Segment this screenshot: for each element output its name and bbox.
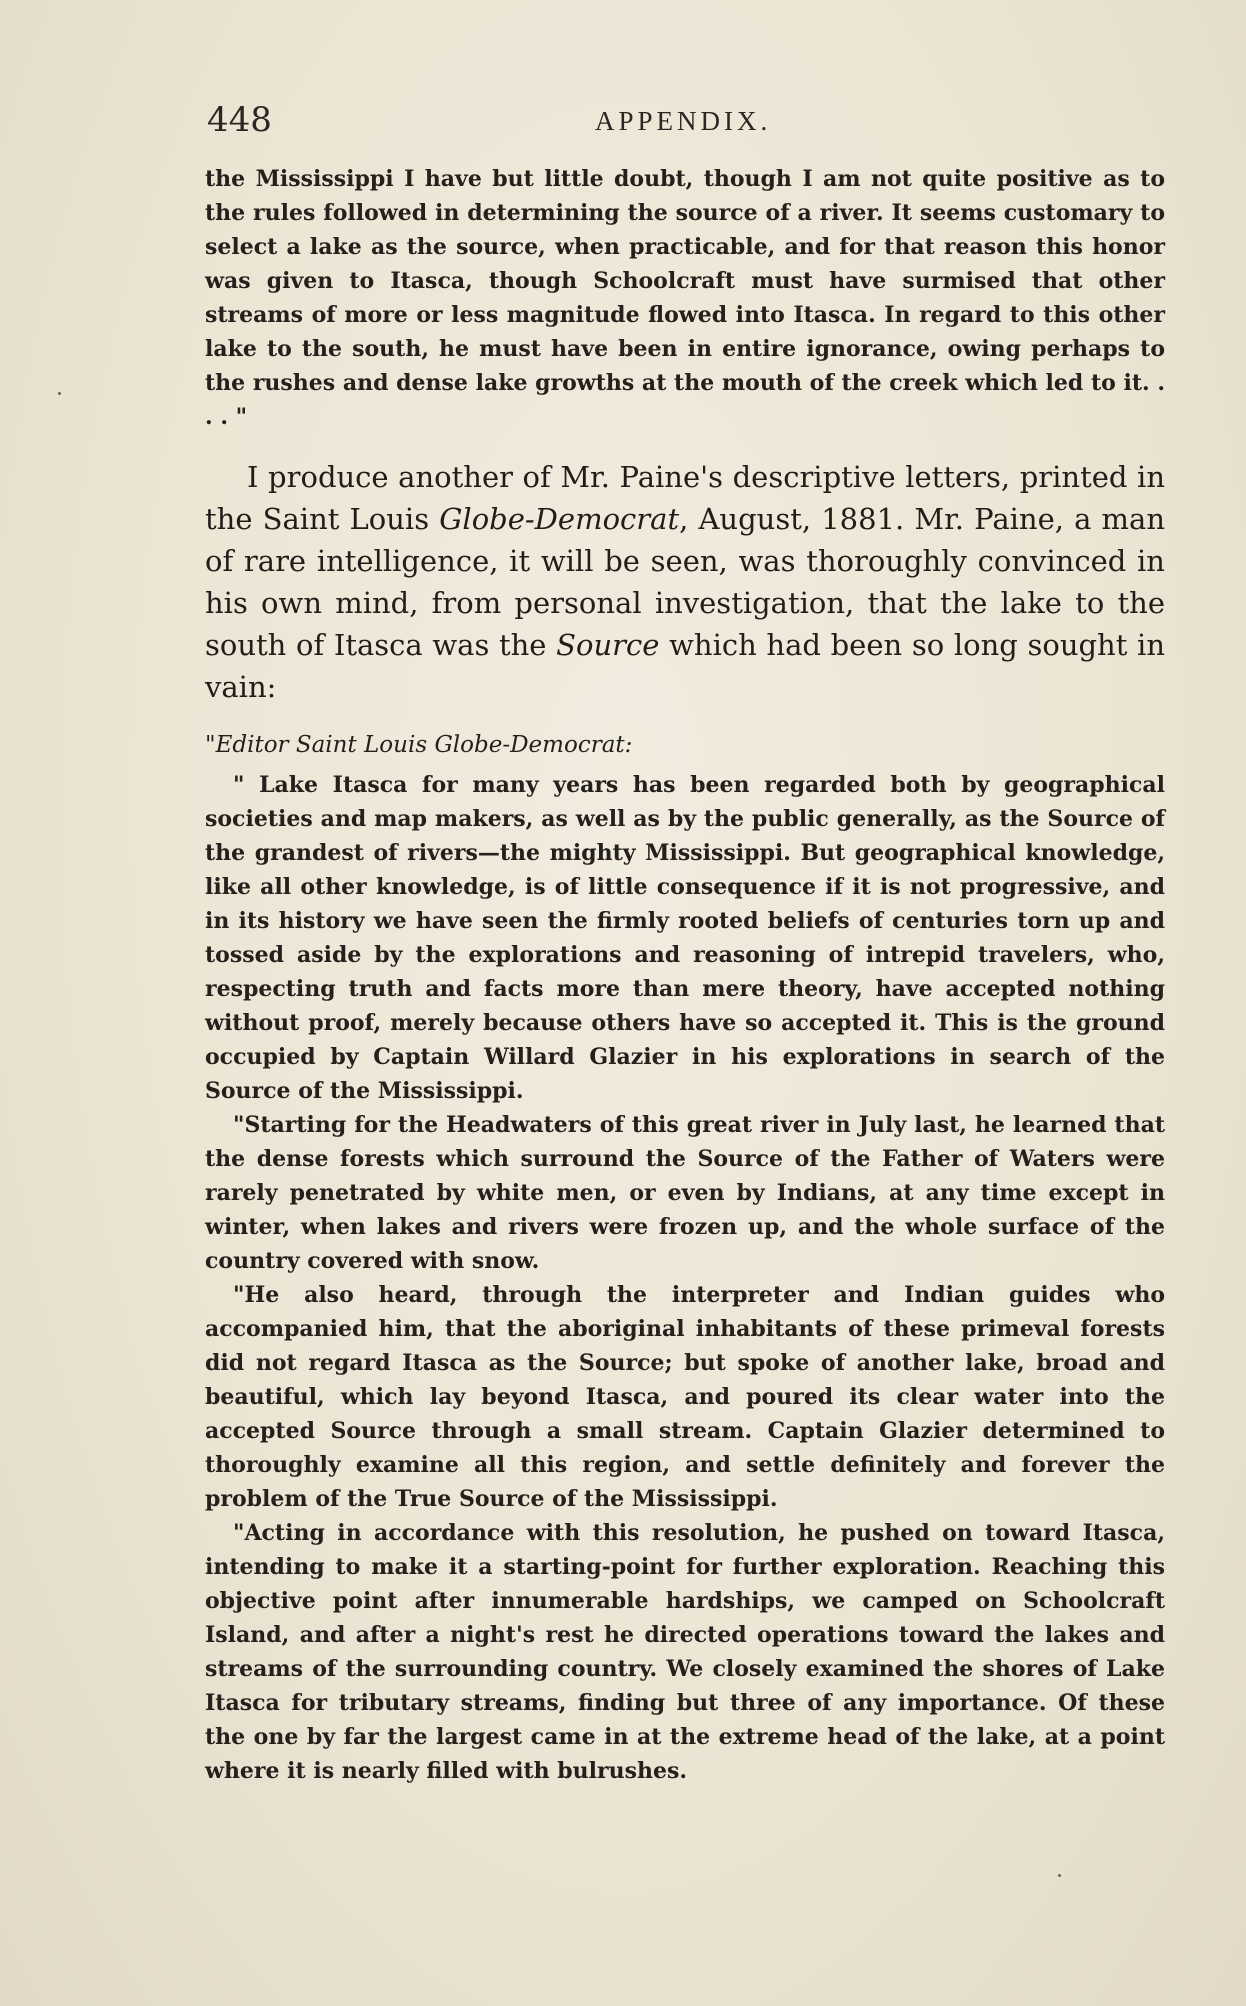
intro-text-1: I produce another of Mr. Paine's descriptive letters, printed in the Saint Louis — [205, 460, 1165, 536]
page-number: 448 — [207, 100, 272, 140]
letter-paragraph: " Lake Itasca for many years has been regarded both by geographical societies and map makers, as well as by the public generally, as the Source of the grandest of rivers—the mighty Mississippi. But geographical knowledge, like all other knowledge, is of little consequence if it is not progressive, and in its history we have seen the firmly rooted beliefs of centuries torn up and tossed aside by the explorations and reasoning of intrepid travelers, who, respecting truth and facts more than mere theory, have accepted nothing without proof, merely because others have so accepted it. This is the ground occupied by Captain Willard Glazier in his explorations in search of the Source of the Mississippi. — [205, 772, 1165, 1104]
paper-speck — [58, 392, 61, 395]
book-page — [205, 90, 1165, 1788]
author-introduction — [205, 456, 1165, 708]
paper-speck — [1058, 1874, 1061, 1877]
running-title: APPENDIX. — [595, 106, 772, 136]
intro-text-2: , August, 1881. Mr. Paine, a man of rare intelligence, it will be seen, was thoroughly convinced in his own mind, from personal investigation, that the lake to the south of Itasca was the — [205, 502, 1166, 662]
quote-continuation-paragraph: the Mississippi I have but little doubt, though I am not quite positive as to the rules followed in determining the source of a river. It seems customary to select a lake as the source, when practicable, and for that reason this honor was given to Itasca, though Schoolcraft must have surmised that other streams of more or less magnitude flowed into Itasca. In regard to this other lake to the south, he must have been in entire ignorance, owing perhaps to the rushes and dense lake growths at the mouth of the creek which led to it. . . . " — [205, 166, 1165, 430]
source-emphasis: Source — [556, 628, 660, 662]
intro-text-3: which had been so long sought in vain: — [205, 628, 1165, 704]
letter-paragraph: "Acting in accordance with this resolution, he pushed on toward Itasca, intending to make it a starting-point for further exploration. Reaching this objective point after innumerable hardships, we camped on Schoolcraft Island, and after a night's rest he directed operations toward the lakes and streams of the surrounding country. We closely examined the shores of Lake Itasca for tributary streams, finding but three of any importance. Of these the one by far the largest came in at the extreme head of the lake, at a point where it is nearly filled with bulrushes. — [205, 1520, 1165, 1784]
letter-body — [205, 768, 1165, 1788]
letter-paragraph: "Starting for the Headwaters of this great river in July last, he learned that the dense forests which surround the Source of the Father of Waters were rarely penetrated by white men, or even by Indians, at any time except in winter, when lakes and rivers were frozen up, and the whole surface of the country covered with snow. — [205, 1112, 1165, 1274]
letter-salutation: "Editor Saint Louis Globe-Democrat: — [205, 732, 633, 758]
quoted-passage-continued — [205, 162, 1165, 434]
letter-paragraph: "He also heard, through the interpreter and Indian guides who accompanied him, that the aboriginal inhabitants of these primeval forests did not regard Itasca as the Source; but spoke of another lake, broad and beautiful, which lay beyond Itasca, and poured its clear water into the accepted Source through a small stream. Captain Glazier determined to thoroughly examine all this region, and settle definitely and forever the problem of the True Source of the Mississippi. — [205, 1282, 1165, 1512]
newspaper-name: Globe-Democrat — [439, 502, 680, 536]
running-head — [205, 90, 1165, 150]
